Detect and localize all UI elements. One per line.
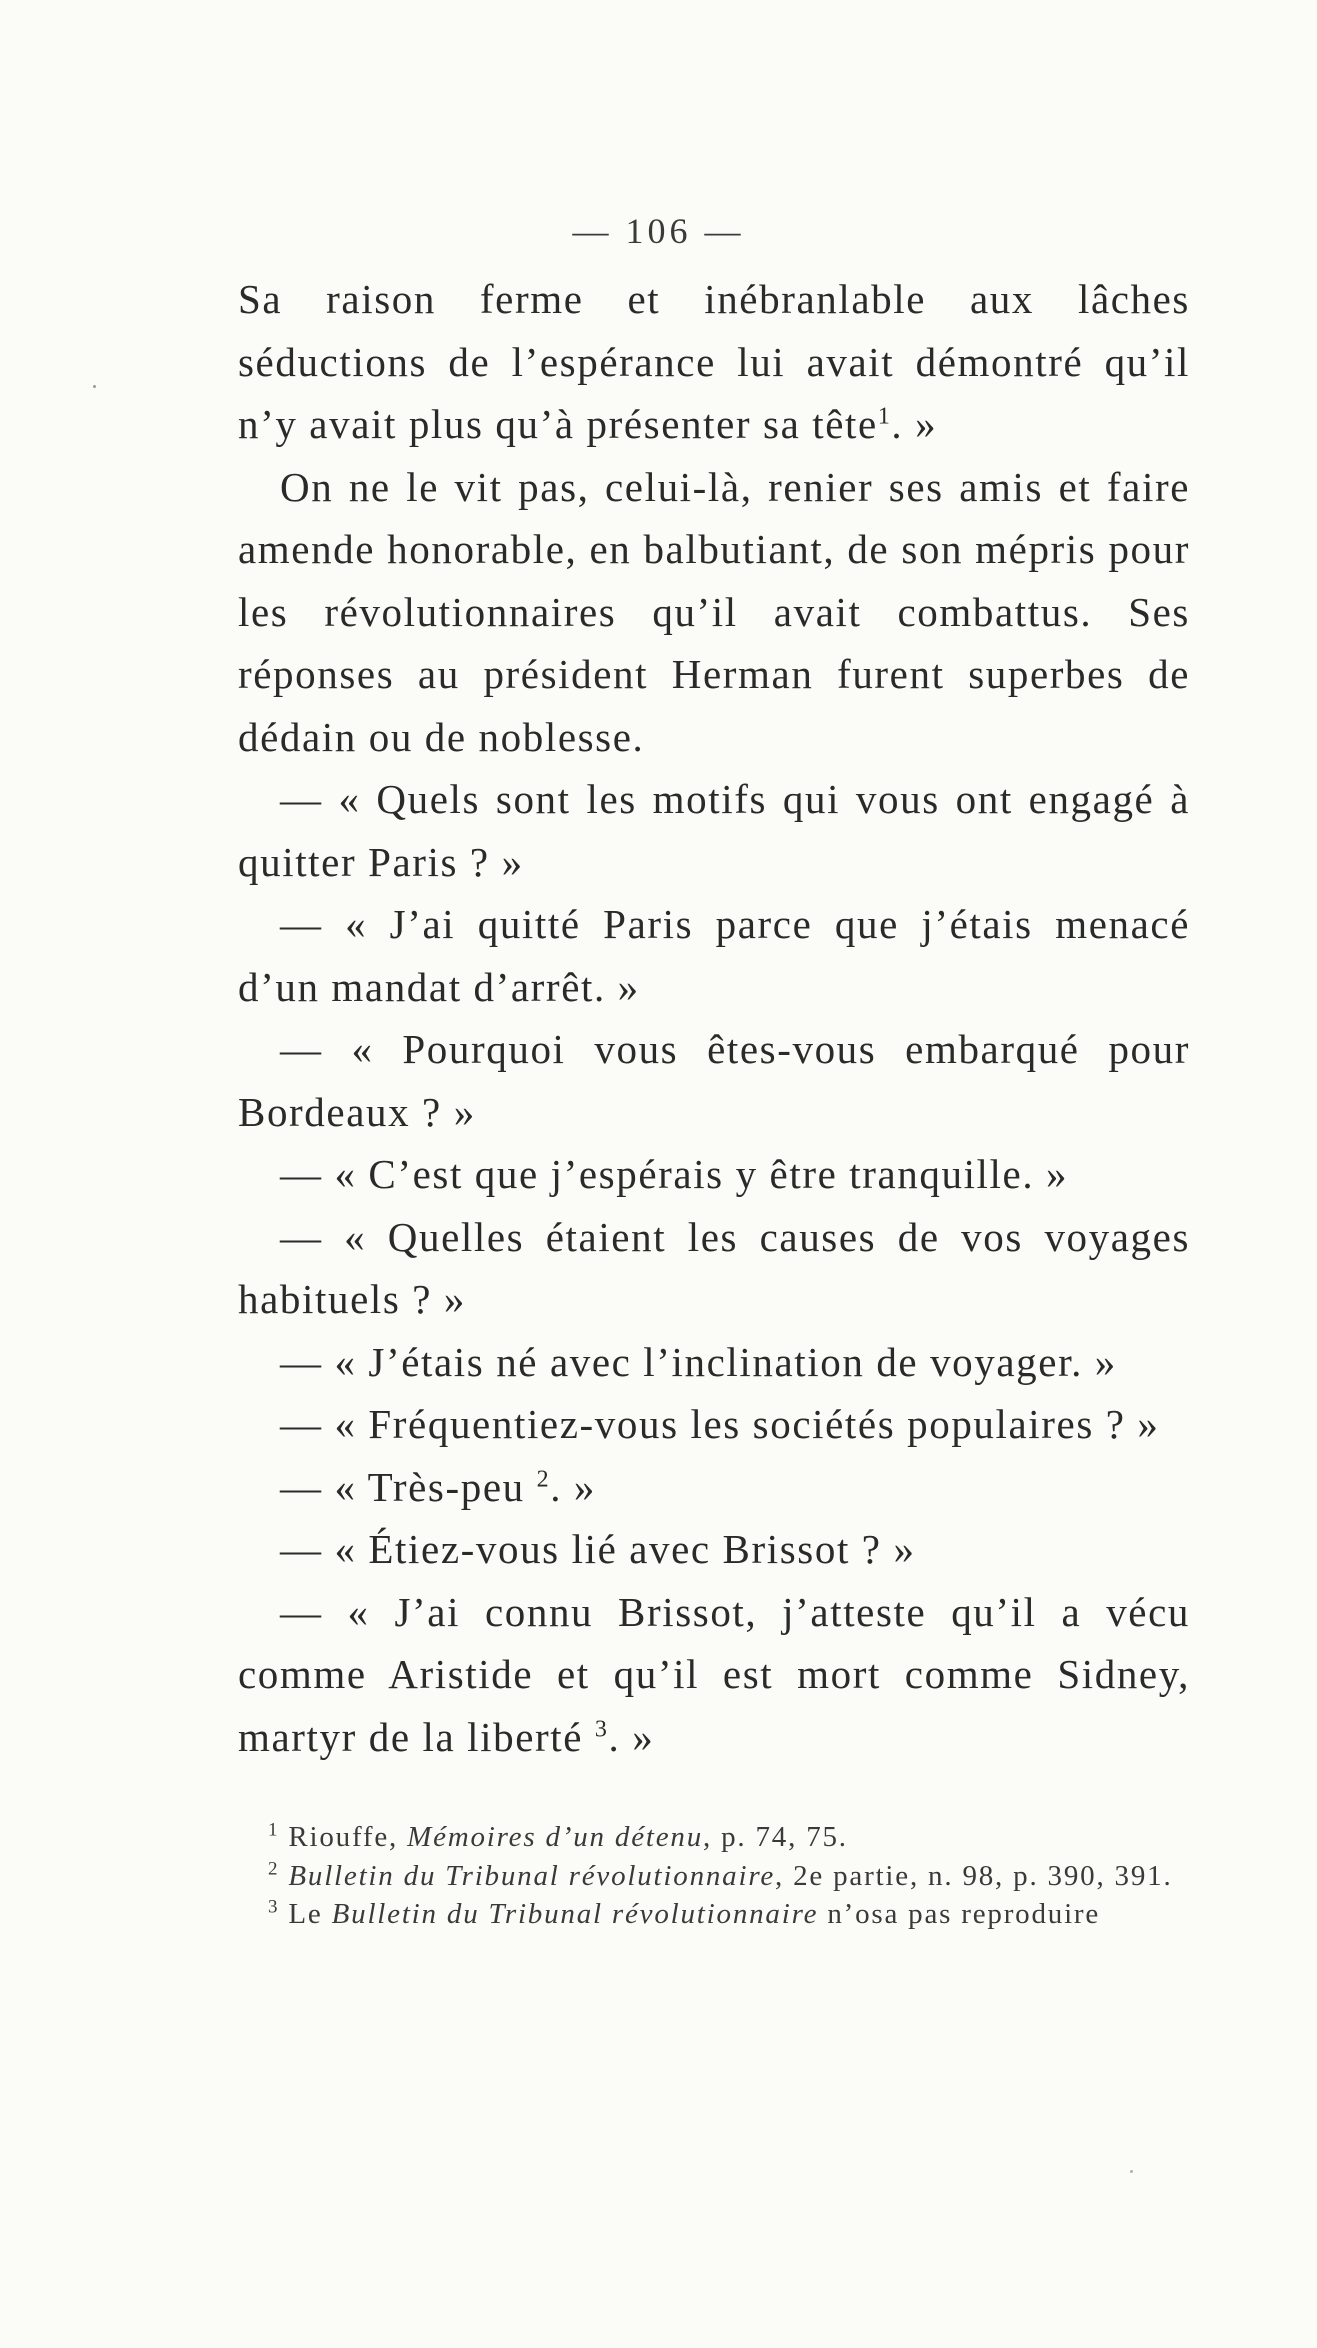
footnote-ref-2: 2: [536, 1465, 551, 1492]
footnote-text: n’osa pas reproduire: [818, 1898, 1101, 1930]
footnote-citation: , 2e partie, n. 98, p. 390, 391.: [775, 1859, 1173, 1892]
paragraph: — « C’est que j’espérais y être tranquille. »: [280, 1151, 1069, 1197]
paragraph-text: — « Très-peu: [280, 1463, 525, 1510]
paragraph: — « Étiez-vous lié avec Brissot ? »: [280, 1526, 916, 1572]
paragraph: — « Pourquoi vous êtes-vous embarqué pour Bordeaux ? »: [238, 1026, 1190, 1135]
paragraph: [238, 1581, 1190, 1769]
paragraph-text: Sa raison ferme et inébranlable aux lâches séductions de l’espérance lui avait démontré qu’il n’y avait plus qu’à présenter sa tête: [238, 276, 1190, 447]
footnote-author: Riouffe,: [288, 1821, 408, 1853]
paragraph: — « J’ai quitté Paris parce que j’étais menacé d’un mandat d’arrêt. »: [238, 901, 1190, 1010]
paragraph: — « Quelles étaient les causes de vos voyages habituels ? »: [238, 1213, 1190, 1322]
footnotes: [238, 1818, 1194, 1934]
paragraph: — « Fréquentiez-vous les sociétés populaires ? »: [280, 1401, 1160, 1447]
paragraph-text: — « J’ai connu Brissot, j’atteste qu’il a vécu comme Aristide et qu’il est mort comme Sidney, martyr de la liberté: [238, 1588, 1190, 1760]
paragraph: — « Quels sont les motifs qui vous ont engagé à quitter Paris ? »: [238, 776, 1190, 885]
footnote-title: Bulletin du Tribunal révolutionnaire: [331, 1898, 819, 1930]
paragraph: — « J’étais né avec l’inclination de voyager. »: [280, 1338, 1117, 1385]
footnote-title: Bulletin du Tribunal révolutionnaire: [288, 1859, 776, 1892]
paragraph-ending: . »: [891, 401, 938, 447]
footnote-mark-3: 3: [268, 1896, 280, 1918]
footnote-ref-3: 3: [594, 1715, 609, 1742]
paragraph-ending: . »: [550, 1463, 597, 1510]
footnote-mark-2: 2: [268, 1857, 280, 1879]
paragraph-ending: . »: [608, 1713, 655, 1760]
paragraph: [238, 1456, 1190, 1519]
footnote-2: [238, 1857, 1194, 1896]
paragraph: On ne le vit pas, celui-là, renier ses amis et faire amende honorable, en balbutiant, de son mépris pour les révolutionnaires qu’il avait combattus. Ses réponses au président Herman furent superbes de dédain ou de noblesse.: [238, 463, 1190, 760]
footnote-title: Mémoires d’un détenu: [407, 1821, 703, 1853]
footnote-text: Le: [288, 1898, 332, 1930]
footnote-ref-1: 1: [877, 403, 892, 430]
main-text: [238, 268, 1190, 1768]
footnote-1: [238, 1818, 1194, 1857]
paper-speck: [93, 385, 96, 388]
footnote-3: [238, 1895, 1194, 1934]
paragraph: [238, 268, 1190, 456]
page-number: — 106 —: [572, 211, 745, 251]
paper-speck: [1130, 2170, 1133, 2173]
footnote-mark-1: 1: [268, 1819, 280, 1841]
footnote-citation: , p. 74, 75.: [703, 1821, 848, 1853]
